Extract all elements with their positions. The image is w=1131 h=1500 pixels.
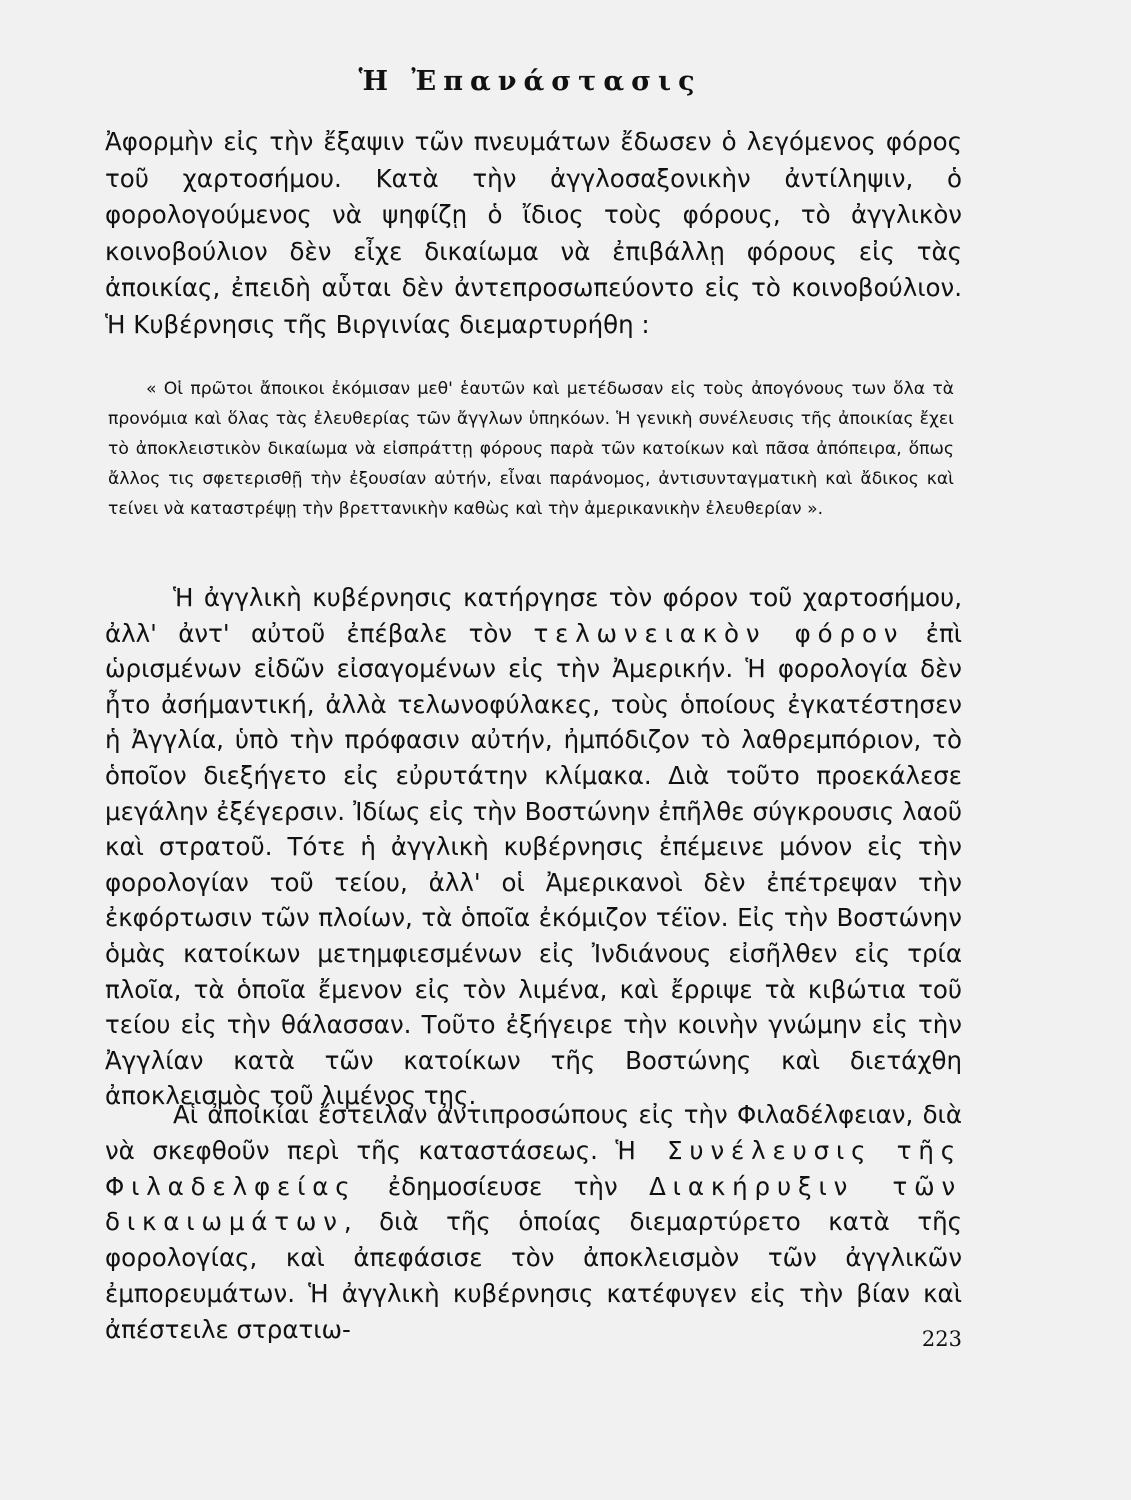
paragraph-2-end: ἐπὶ ὡρισμένων εἰδῶν εἰσαγομένων εἰς τὴν Ἀμερικήν. Ἡ φορολογία δὲν ἦτο ἀσήμαντική, ἀλλὰ τελωνοφύλακες, τοὺς ὁποίους ἐγκατέστησεν ἡ Ἀγγλία, ὑπὸ τὴν πρόφασιν αὐτήν, ἠμπόδιζον τὸ λαθρεμπόριον, τὸ ὁποῖον διεξήγετο εἰς εὐρυτάτην κλίμακα. Διὰ τοῦτο προεκάλεσε μεγάλην ἐξέγερσιν. Ἰδίως εἰς τὴν Βοστώνην ἐπῆλθε σύγκρουσις λαοῦ καὶ στρατοῦ. Τότε ἡ ἀγγλικὴ κυβέρνησις ἐπέμεινε μόνον εἰς τὴν φορολογίαν τοῦ τείου, ἀλλ' οἱ Ἀμερικανοὶ δὲν ἐπέτρεψαν τὴν ἐκφόρτωσιν τῶν πλοίων, τὰ ὁποῖα ἐκόμιζον τέϊον. Εἰς τὴν Βοστώνην ὁμὰς κατοίκων μετημφιεσμένων εἰς Ἰνδιάνους εἰσῆλθεν εἰς τρία πλοῖα, τὰ ὁποῖα ἔμενον εἰς τὸν λιμένα, καὶ ἔρριψε τὰ κιβώτια τοῦ τείου εἰς τὴν θάλασσαν. Τοῦτο ἐξήγειρε τὴν κοινὴν γνώμην εἰς τὴν Ἀγγλίαν κατὰ τῶν κατοίκων τῆς Βοστώνης καὶ διετάχθη ἀποκλεισμὸς τοῦ λιμένος της. bbox=[105, 618, 962, 1111]
paragraph-3-spaced-declaration: Διακήρυξιν τῶν δικαιωμάτων bbox=[105, 1171, 962, 1237]
paragraph-3-end: , διὰ τῆς ὁποίας διεμαρτύρετο κατὰ τῆς φορολογίας, καὶ ἀπεφάσισε τὸν ἀποκλεισμὸν τῶν ἀγγλικῶν ἐμπορευμάτων. Ἡ ἀγγλικὴ κυβέρνησις κατέφυγεν εἰς τὴν βίαν καὶ ἀπέστειλε στρατιω- bbox=[105, 1207, 962, 1344]
paragraph-3-middle: ἐδημοσίευσε τὴν bbox=[356, 1171, 650, 1201]
paragraph-2-start: Ἡ ἀγγλικὴ κυβέρνησις κατήργησε τὸν φόρον τοῦ χαρτοσήμου, ἀλλ' ἀντ' αὐτοῦ ἐπέβαλε τὸν bbox=[105, 583, 962, 648]
paragraph-2-spaced-term: τελωνειακὸν φόρον bbox=[533, 618, 905, 648]
paragraph-2 bbox=[105, 580, 962, 1114]
block-quote-virginia: « Οἱ πρῶτοι ἄποικοι ἐκόμισαν μεθ' ἑαυτῶν καὶ μετέδωσαν εἰς τοὺς ἀπογόνους των ὅλα τὰ προνόμια καὶ ὅλας τὰς ἐλευθερίας τῶν ἄγγλων ὑπηκόων. Ἡ γενικὴ συνέλευσις τῆς ἀποικίας ἔχει τὸ ἀποκλειστικὸν δικαίωμα νὰ εἰσπράττῃ φόρους παρὰ τῶν κατοίκων καὶ πᾶσα ἀπόπειρα, ὅπως ἄλλος τις σφετερισθῇ τὴν ἐξουσίαν αὐτήν, εἶναι παράνομος, ἀντισυνταγματικὴ καὶ ἄδικος καὶ τείνει νὰ καταστρέψῃ τὴν βρεττανικὴν καθὼς καὶ τὴν ἀμερικανικὴν ἐλευθερίαν ». bbox=[108, 379, 954, 519]
paragraph-3 bbox=[105, 1097, 962, 1348]
paragraph-1: Ἀφορμὴν εἰς τὴν ἔξαψιν τῶν πνευμάτων ἔδωσεν ὁ λεγόμενος φόρος τοῦ χαρτοσήμου. Κατὰ τὴν ἀγγλοσαξονικὴν ἀντίληψιν, ὁ φορολογούμενος νὰ ψηφίζῃ ὁ ἴδιος τοὺς φόρους, τὸ ἀγγλικὸν κοινοβούλιον δὲν εἶχε δικαίωμα νὰ ἐπιβάλλῃ φόρους εἰς τὰς ἀποικίας, ἐπειδὴ αὗται δὲν ἀντεπροσωπεύοντο εἰς τὸ κοινοβούλιον. Ἡ Κυβέρνησις τῆς Βιργινίας διεμαρτυρήθη : bbox=[105, 127, 962, 339]
page-number: 223 bbox=[921, 1327, 962, 1351]
paragraph-3-spaced-assembly: Ἡ Συνέλευσις τῆς Φιλαδελφείας bbox=[105, 1135, 962, 1201]
chapter-title: Ἡ Ἐπανάστασις bbox=[358, 66, 702, 97]
paragraph-3-start: Αἱ ἀποικίαι ἔστειλαν ἀντιπροσώπους εἰς τὴν Φιλαδέλφειαν, διὰ νὰ σκεφθοῦν περὶ τῆς καταστάσεως. bbox=[105, 1100, 962, 1165]
